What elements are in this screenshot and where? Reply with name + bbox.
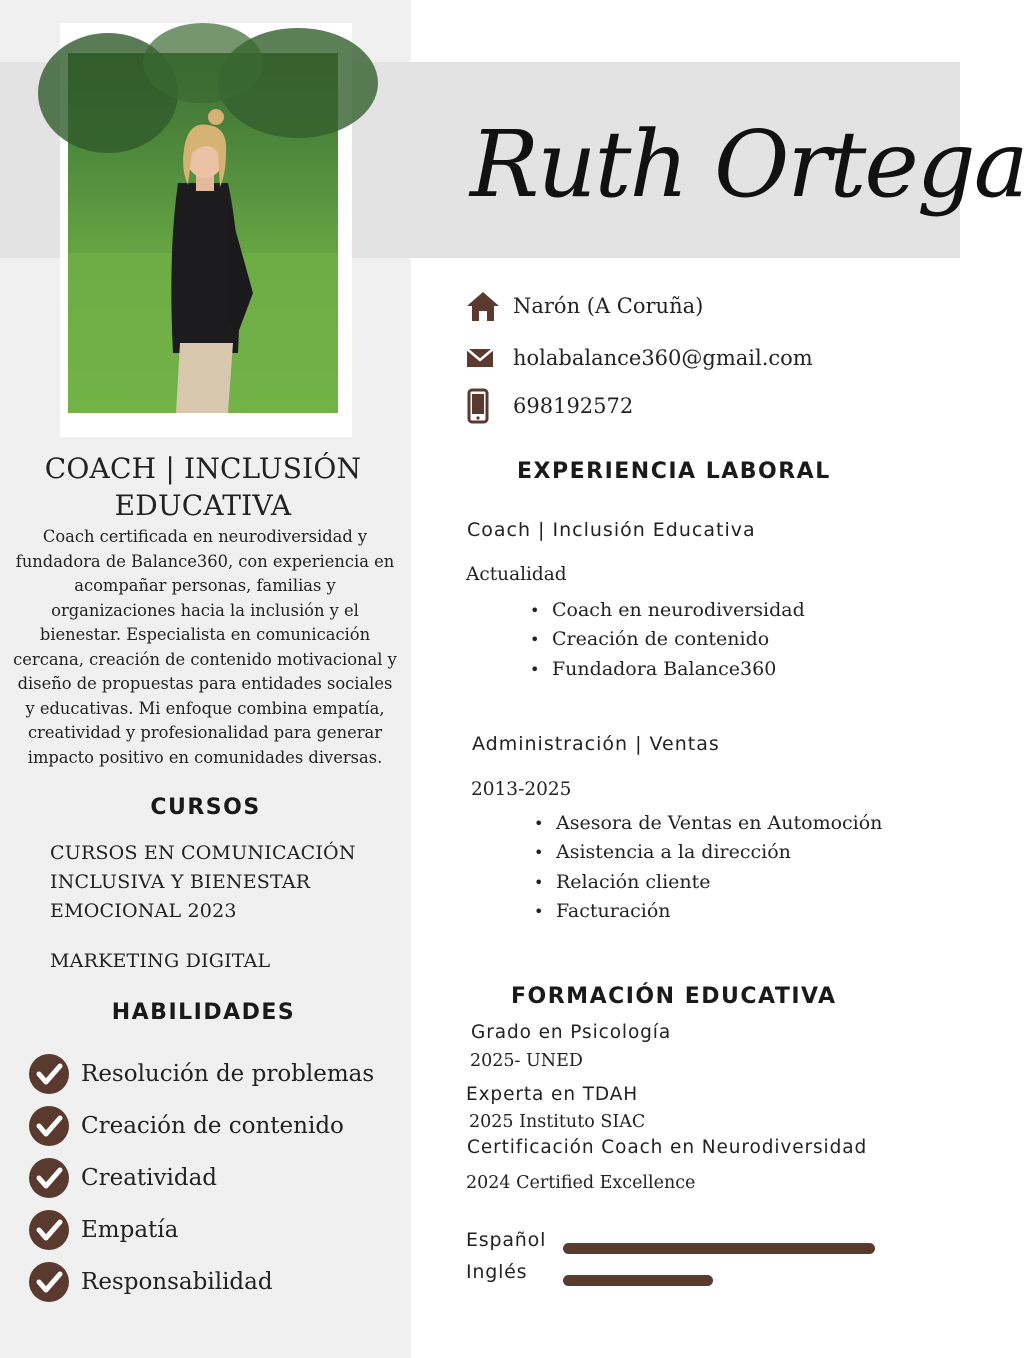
job-bullet-list	[534, 809, 882, 926]
education-title: Experta en TDAH	[466, 1084, 639, 1105]
role-title	[20, 450, 386, 524]
person-name: Ruth Ortega	[470, 111, 1027, 218]
location-text: Narón (A Coruña)	[513, 294, 704, 318]
contact-location	[466, 289, 703, 323]
contact-email[interactable]	[466, 341, 813, 375]
profile-photo	[68, 53, 338, 413]
skill-item	[28, 1105, 344, 1147]
job-date: 2013-2025	[471, 779, 572, 800]
course-item: MARKETING DIGITAL	[50, 950, 271, 972]
check-circle-icon	[28, 1209, 70, 1251]
job-bullet: • Facturación	[534, 897, 882, 926]
courses-heading: CURSOS	[150, 795, 261, 820]
job-date: Actualidad	[466, 564, 567, 585]
job-bullet: • Fundadora Balance360	[530, 655, 805, 684]
job-bullet: • Coach en neurodiversidad	[530, 596, 805, 625]
job-title: Coach | Inclusión Educativa	[467, 519, 756, 541]
job-bullet-list	[530, 596, 805, 684]
skill-item	[28, 1157, 217, 1199]
job-bullet: • Asistencia a la dirección	[534, 838, 882, 867]
skill-label: Empatía	[81, 1217, 179, 1243]
role-title-line-1: COACH | INCLUSIÓN	[44, 452, 362, 485]
education-detail: 2024 Certified Excellence	[466, 1173, 696, 1193]
contact-phone[interactable]	[466, 389, 633, 423]
skills-heading: HABILIDADES	[111, 1000, 296, 1025]
check-circle-icon	[28, 1105, 70, 1147]
education-title: Certificación Coach en Neurodiversidad	[467, 1137, 868, 1158]
education-detail: 2025- UNED	[470, 1051, 583, 1071]
job-bullet: • Asesora de Ventas en Automoción	[534, 809, 882, 838]
check-circle-icon	[28, 1157, 70, 1199]
skill-item	[28, 1053, 374, 1095]
email-text[interactable]: holabalance360@gmail.com	[513, 346, 813, 370]
experience-heading: EXPERIENCIA LABORAL	[517, 459, 831, 484]
job-bullet: • Creación de contenido	[530, 625, 805, 654]
skill-label: Responsabilidad	[81, 1269, 273, 1295]
job-bullet: • Relación cliente	[534, 868, 882, 897]
language-level-bar	[563, 1243, 875, 1254]
role-title-line-2: EDUCATIVA	[114, 489, 292, 522]
check-circle-icon	[28, 1053, 70, 1095]
mobile-phone-icon	[466, 389, 502, 423]
profile-summary: Coach certificada en neurodiversidad y fundadora de Balance360, con experiencia en acompañar personas, familias y organizaciones hacia la inclusión y el bienestar. Especialista en comunicación cercana, creación de contenido motivacional y diseño de propuestas para entidades sociales y educativas. Mi enfoque combina empatía, creatividad y profesionalidad para generar impacto positivo en comunidades diversas.	[13, 527, 397, 767]
phone-text[interactable]: 698192572	[513, 394, 634, 418]
check-circle-icon	[28, 1261, 70, 1303]
job-title: Administración | Ventas	[472, 733, 720, 755]
education-heading: FORMACIÓN EDUCATIVA	[511, 984, 837, 1009]
skill-label: Creatividad	[81, 1165, 218, 1191]
skill-item	[28, 1209, 178, 1251]
language-label: Inglés	[466, 1261, 528, 1283]
skill-label: Creación de contenido	[81, 1113, 344, 1139]
language-label: Español	[466, 1229, 547, 1251]
skill-item	[28, 1261, 273, 1303]
education-detail: 2025 Instituto SIAC	[469, 1112, 646, 1132]
course-item: CURSOS EN COMUNICACIÓN INCLUSIVA Y BIENESTAR EMOCIONAL 2023	[50, 842, 356, 922]
language-level-bar	[563, 1275, 713, 1286]
house-icon	[466, 289, 502, 323]
education-title: Grado en Psicología	[471, 1022, 672, 1043]
skill-label: Resolución de problemas	[81, 1061, 375, 1087]
envelope-icon	[466, 341, 502, 375]
